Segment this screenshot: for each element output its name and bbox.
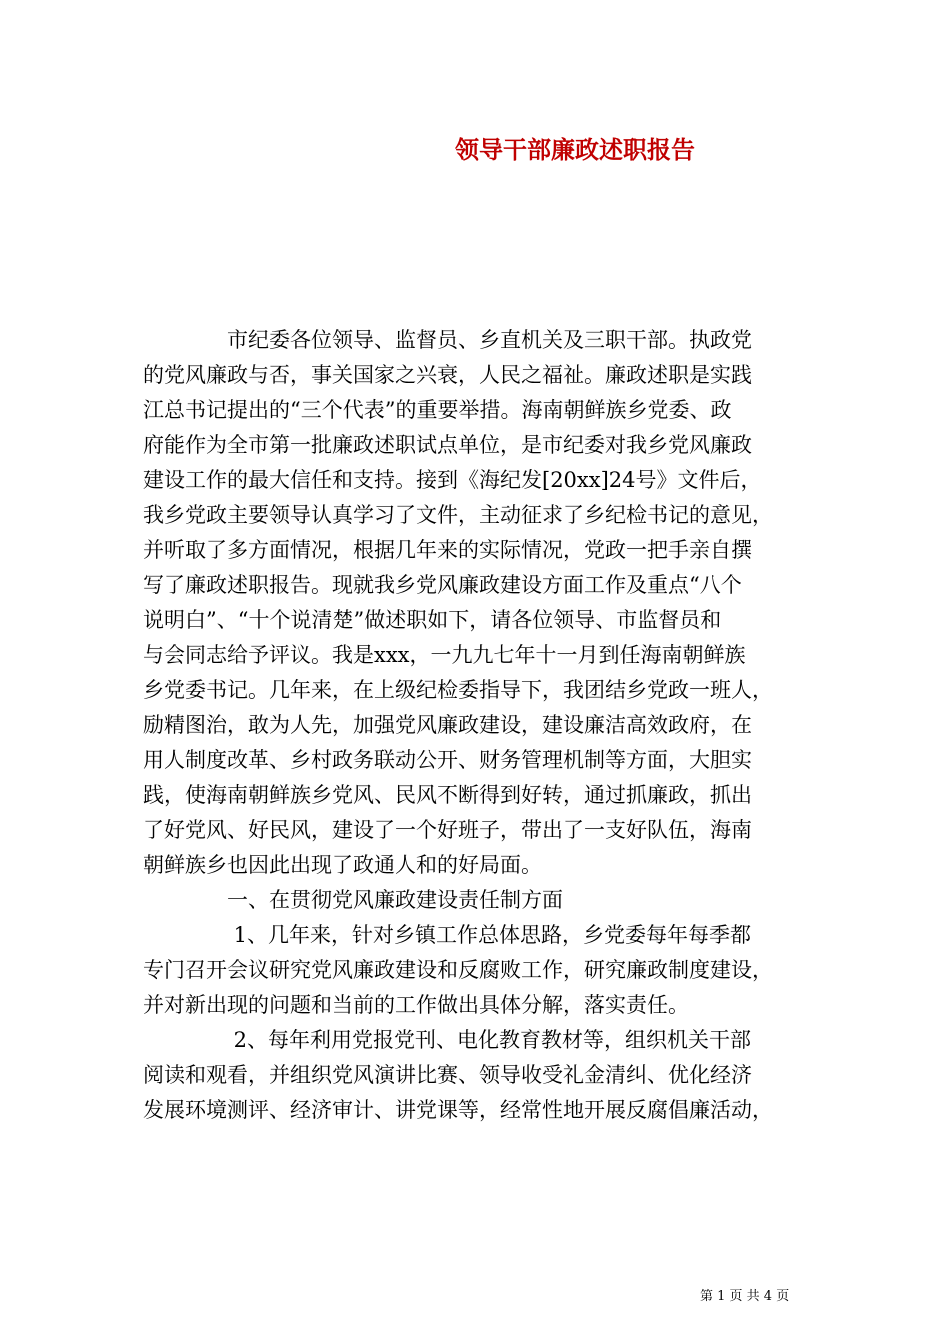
section-heading: 一、在贯彻党风廉政建设责任制方面 (143, 888, 563, 912)
body-line: 发展环境测评、经济审计、讲党课等，经常性地开展反腐倡廉活动， (143, 1098, 773, 1122)
body-line: 府能作为全市第一批廉政述职试点单位，是市纪委对我乡党风廉政 (143, 433, 752, 457)
body-line: 写了廉政述职报告。现就我乡党风廉政建设方面工作及重点“八个 (143, 573, 742, 597)
body-line: 励精图治，敢为人先，加强党风廉政建设，建设廉洁高效政府，在 (143, 713, 752, 737)
body-line: 了好党风、好民风，建设了一个好班子，带出了一支好队伍，海南 (143, 818, 752, 842)
body-line: 乡党委书记。几年来，在上级纪检委指导下，我团结乡党政一班人， (143, 678, 773, 702)
body-line: 的党风廉政与否，事关国家之兴衰，人民之福祉。廉政述职是实践 (143, 363, 752, 387)
body-line: 2、每年利用党报党刊、电化教育教材等，组织机关干部 (143, 1028, 752, 1052)
body-line: 朝鲜族乡也因此出现了政通人和的好局面。 (143, 853, 542, 877)
page-footer: 第 1 页 共 4 页 (700, 1289, 790, 1304)
body-line: 说明白”、“十个说清楚”做述职如下，请各位领导、市监督员和 (143, 608, 722, 632)
body-line: 阅读和观看，并组织党风演讲比赛、领导收受礼金清纠、优化经济 (143, 1063, 752, 1087)
body-line: 并对新出现的问题和当前的工作做出具体分解，落实责任。 (143, 993, 689, 1017)
body-text (143, 323, 815, 1128)
body-line: 我乡党政主要领导认真学习了文件，主动征求了乡纪检书记的意见， (143, 503, 773, 527)
body-line: 用人制度改革、乡村政务联动公开、财务管理机制等方面，大胆实 (143, 748, 752, 772)
body-line: 并听取了多方面情况，根据几年来的实际情况，党政一把手亲自撰 (143, 538, 752, 562)
body-line: 建设工作的最大信任和支持。接到《海纪发[20xx]24号》文件后， (143, 468, 762, 492)
body-line: 专门召开会议研究党风廉政建设和反腐败工作，研究廉政制度建设， (143, 958, 773, 982)
body-line: 践，使海南朝鲜族乡党风、民风不断得到好转，通过抓廉政，抓出 (143, 783, 752, 807)
body-line: 1、几年来，针对乡镇工作总体思路，乡党委每年每季都 (143, 923, 752, 947)
document-title: 领导干部廉政述职报告 (455, 135, 695, 164)
body-line: 市纪委各位领导、监督员、乡直机关及三职干部。执政党 (143, 328, 752, 352)
body-line: 与会同志给予评议。我是xxx，一九九七年十一月到任海南朝鲜族 (143, 643, 746, 667)
body-line: 江总书记提出的“三个代表”的重要举措。海南朝鲜族乡党委、政 (143, 398, 732, 422)
